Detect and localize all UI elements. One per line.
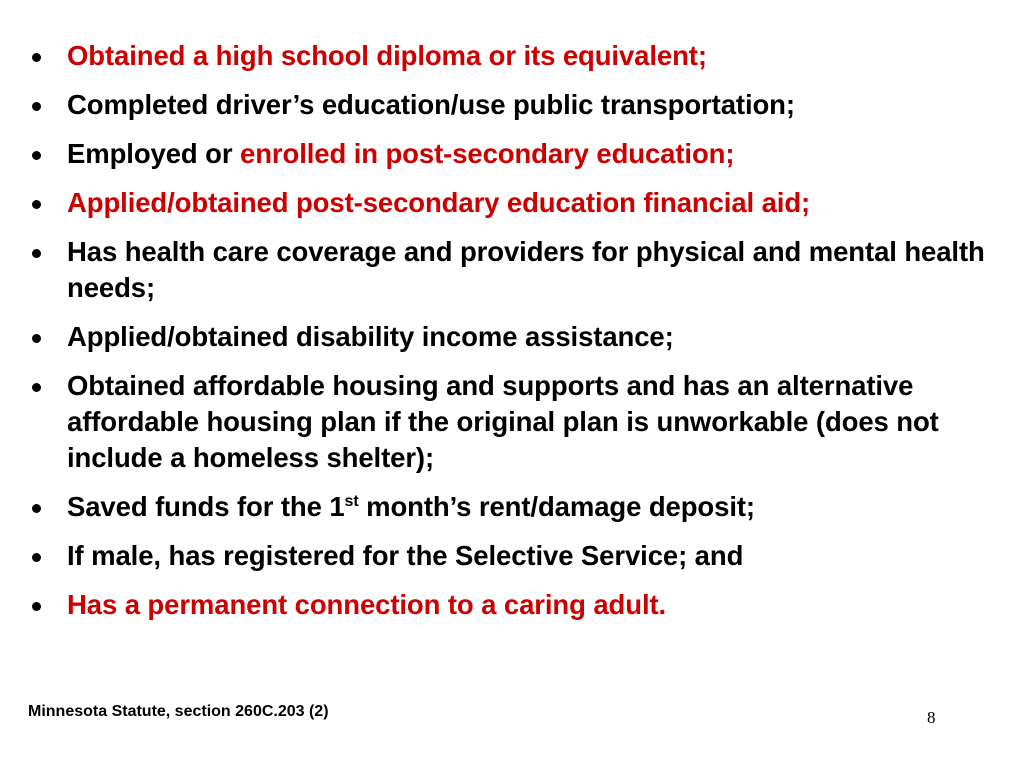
bullet-dot-icon xyxy=(32,383,41,392)
bullet-text: Has a permanent connection to a caring adult. xyxy=(67,589,667,620)
bullet-item xyxy=(30,234,1015,306)
bullet-dot-icon xyxy=(32,53,41,62)
bullet-dot-icon xyxy=(32,200,41,209)
page-number: 8 xyxy=(927,708,936,727)
bullet-text: Saved funds for the 1 xyxy=(67,491,345,522)
bullet-text: Completed driver’s education/use public transportation; xyxy=(67,89,795,120)
bullet-text: Applied/obtained post-secondary education financial aid; xyxy=(67,187,811,218)
bullet-item xyxy=(30,368,1015,476)
bullet-text: month’s rent/damage deposit; xyxy=(358,491,755,522)
bullet-dot-icon xyxy=(32,249,41,258)
bullet-item xyxy=(30,136,1015,172)
bullet-item xyxy=(30,87,1015,123)
footer-citation: Minnesota Statute, section 260C.203 (2) xyxy=(28,703,329,720)
bullet-text: enrolled in post-secondary education; xyxy=(240,138,735,169)
bullet-dot-icon xyxy=(32,102,41,111)
bullet-item xyxy=(30,587,1015,623)
bullet-item xyxy=(30,38,1015,74)
bullet-dot-icon xyxy=(32,151,41,160)
bullet-text: Applied/obtained disability income assistance; xyxy=(67,321,674,352)
bullet-item xyxy=(30,319,1015,355)
bullet-dot-icon xyxy=(32,504,41,513)
bullet-text: Has health care coverage and providers for physical and mental health needs; xyxy=(67,236,985,303)
bullet-dot-icon xyxy=(32,602,41,611)
bullet-dot-icon xyxy=(32,334,41,343)
bullet-dot-icon xyxy=(32,553,41,562)
bullet-text: Obtained affordable housing and supports and has an alternative affordable housing plan if the original plan is unworkable (does not include a homeless shelter); xyxy=(67,370,939,473)
requirements-list xyxy=(30,38,1015,636)
bullet-text: Employed or xyxy=(67,138,240,169)
bullet-text: If male, has registered for the Selective Service; and xyxy=(67,540,744,571)
bullet-item xyxy=(30,538,1015,574)
bullet-text: Obtained a high school diploma or its equivalent; xyxy=(67,40,707,71)
bullet-item xyxy=(30,185,1015,221)
bullet-item xyxy=(30,489,1015,525)
superscript-text: st xyxy=(344,492,359,510)
